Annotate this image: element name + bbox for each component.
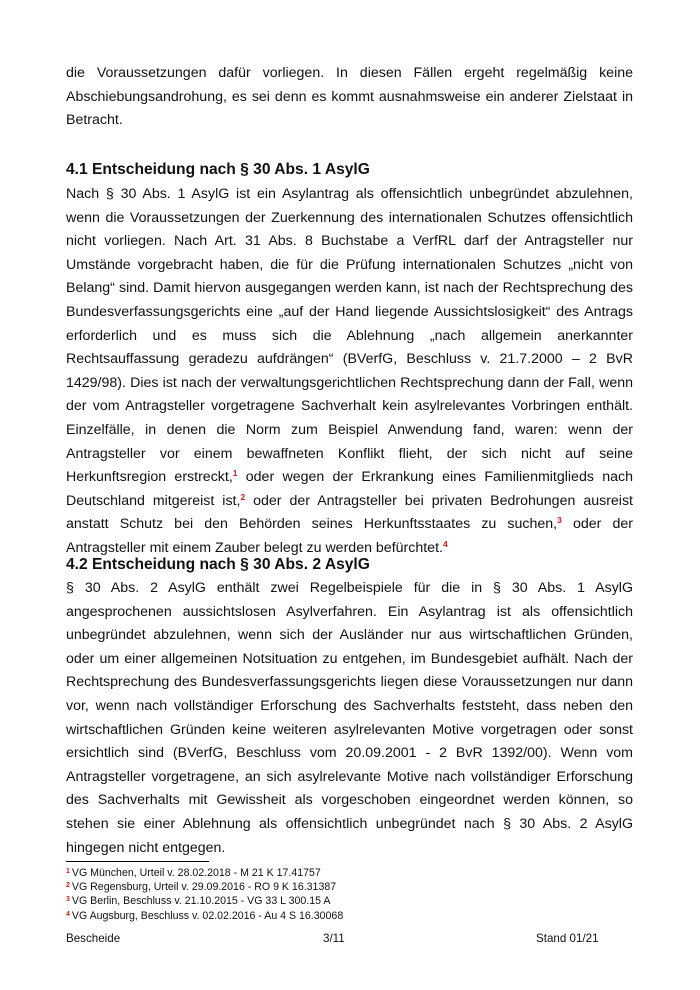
footnote-divider (66, 861, 209, 862)
paragraph-text: Nach § 30 Abs. 1 AsylG ist ein Asylantrag als offensichtlich unbegründet abzulehnen, wenn die Voraussetzungen der Zuerkennung des internationalen Schutzes offensichtlich nicht vorliegen. Nach Art. 31 Abs. 8 Buchstabe a VerfRL darf der Antragsteller nur Umstände vorgebracht haben, die für die Prüfung internationalen Schutzes „nicht von Belang“ sind. Damit hiervon ausgegangen werden kann, ist nach der Rechtsprechung des Bundesverfassungsgerichts eine „auf der Hand liegende Aussichtslosigkeit“ des Antrags erforderlich und es muss sich die Ablehnung „nach allgemein anerkannter Rechtsauffassung geradezu aufdrängen“ (BVerfG, Beschluss v. 21.7.2000 – 2 BvR 1429/98). Dies ist nach der verwaltungsgerichtlichen Rechtsprechung dann der Fall, wenn der vom Antragsteller vorgetragene Sachverhalt kein asylrelevantes Vorbringen enthält. Einzelfälle, in denen die Norm zum Beispiel Anwendung fand, waren: wenn der Antragsteller vor einem bewaffneten Konflikt flieht, der sich nicht auf seine Herkunftsregion erstreckt, (66, 186, 633, 486)
section-heading-4-2: 4.2 Entscheidung nach § 30 Abs. 2 AsylG (66, 556, 370, 573)
footnote-item (66, 909, 626, 923)
paragraph-text: oder der Antragsteller mit einem Zauber belegt zu werden befürchtet. (66, 516, 633, 556)
footnote-text: VG Augsburg, Beschluss v. 02.02.2016 - Au 4 S 16.30068 (71, 909, 344, 922)
footnote-item (66, 894, 626, 908)
footnote-ref-4[interactable]: 4 (442, 538, 448, 549)
footnotes (66, 866, 626, 923)
paragraph-text: oder wegen der Erkrankung eines Familienmitglieds nach Deutschland mitgereist ist, (66, 469, 633, 509)
section-heading-4-1: 4.1 Entscheidung nach § 30 Abs. 1 AsylG (66, 161, 370, 178)
footnote-item (66, 880, 626, 894)
footer-right: Stand 01/21 (536, 932, 599, 945)
footnote-ref-2[interactable]: 2 (240, 491, 246, 502)
section-4-1-paragraph (66, 183, 633, 561)
paragraph-text: oder der Antragsteller bei privaten Bedrohungen ausreist anstatt Schutz bei den Behörden seines Herkunftsstaates zu suchen, (66, 492, 633, 533)
footnote-item (66, 866, 626, 880)
footnote-text: VG München, Urteil v. 28.02.2018 - M 21 K 17.41757 (71, 867, 321, 879)
footnote-number: 4 (66, 910, 70, 918)
footnote-ref-3[interactable]: 3 (557, 515, 562, 526)
footer-left: Bescheide (66, 932, 121, 945)
footer-page-number: 3/11 (323, 932, 345, 945)
footnote-number: 1 (66, 868, 70, 875)
footnote-ref-1[interactable]: 1 (232, 468, 238, 479)
footnote-number: 3 (66, 896, 70, 904)
footnote-text: VG Regensburg, Urteil v. 29.09.2016 - RO 9 K 16.31387 (71, 881, 337, 894)
intro-paragraph: die Voraussetzungen dafür vorliegen. In diesen Fällen ergeht regelmäßig keine Abschiebungsandrohung, es sei denn es kommt ausnahmsweise ein anderer Zielstaat in Betracht. (66, 65, 633, 129)
footnote-number: 2 (66, 882, 70, 890)
footnote-text: VG Berlin, Beschluss v. 21.10.2015 - VG 33 L 300.15 A (71, 895, 331, 908)
section-4-2-paragraph: § 30 Abs. 2 AsylG enthält zwei Regelbeispiele für die in § 30 Abs. 1 AsylG angesprochenen aussichtslosen Asylverfahren. Ein Asylantrag ist als offensichtlich unbegründet abzulehnen, wenn sich der Ausländer nur aus wirtschaftlichen Gründen, oder um einer allgemeinen Notsituation zu entgehen, im Bundesgebiet aufhält. Nach der Rechtsprechung des Bundesverfassungsgerichts liegen diese Voraussetzungen nur dann vor, wenn nach vollständiger Erforschung des Sachverhalts feststeht, dass neben den wirtschaftlichen Gründen keine weiteren asylrelevanten Motive vorgetragen oder sonst ersichtlich sind (BVerfG, Beschluss vom 20.09.2001 - 2 BvR 1392/00). Wenn vom Antragsteller vorgetragene, an sich asylrelevante Motive nach vollständiger Erforschung des Sachverhalts mit Gewissheit als vorgeschoben eingeordnet werden können, so stehen sie einer Ablehnung als offensichtlich unbegründet nach § 30 Abs. 2 AsylG hingegen nicht entgegen. (66, 580, 633, 856)
